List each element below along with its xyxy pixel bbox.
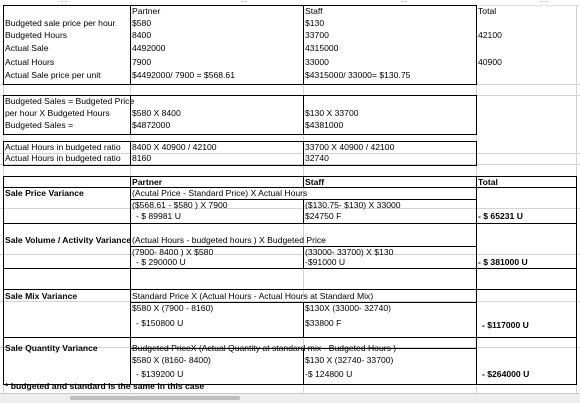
variance-name: Sale Quantity Variance [5, 343, 98, 353]
cell-staff: $130 X (32740- 33700) [305, 355, 394, 365]
cell-partner: $4492000/ 7900 = $568.61 [132, 70, 235, 80]
variance-total: - $ 381000 U [478, 257, 528, 267]
variance-name: Sale Volume / Activity Variance [5, 235, 132, 245]
cell-staff: $130 [305, 18, 325, 28]
header-staff: Staff [305, 177, 325, 187]
cell-partner: $580 X (7900 - 8160) [132, 303, 214, 313]
row-label: Actual Hours in budgeted ratio [5, 142, 121, 152]
header-total: Total [478, 6, 497, 16]
cell-staff: $33800 F [305, 318, 342, 328]
header-partner: Partner [132, 177, 163, 187]
formula-text: per hour X Budgeted Hours [5, 108, 110, 118]
cell-total: 40900 [478, 57, 502, 67]
cell-staff: 33700 [305, 30, 329, 40]
variance-name: Sale Mix Variance [5, 291, 78, 301]
cell-partner: - $139200 U [136, 369, 184, 379]
scrollbar-thumb[interactable] [70, 396, 240, 400]
variance-formula: Budgeted PriceX (Actual Quantity at standard mix - Budgeted Hours ) [132, 343, 397, 353]
cropped-text [540, 0, 548, 4]
row-label: Actual Hours [5, 57, 55, 67]
variance-total: - $264000 U [482, 369, 530, 379]
row-label: Budgeted Hours [5, 30, 68, 40]
cell-partner: - $ 290000 U [136, 257, 186, 267]
cell-partner: (7900- 8400 ) X $580 [132, 247, 214, 257]
variance-formula: (Acutal Price - Standard Price) X Actual Hours [132, 188, 308, 198]
cell-staff: $130 X 33700 [305, 108, 359, 118]
variance-formula: (Actual Hours - budgeted hours ) X Budgeted Price [132, 235, 326, 245]
cell-total: 42100 [478, 30, 502, 40]
cell-staff: $130X (33000- 32740) [305, 303, 392, 313]
cell-partner: $580 [132, 18, 152, 28]
cell-partner: - $150800 U [136, 318, 184, 328]
cell-staff: ($130.75- $130) X 33000 [305, 200, 401, 210]
cell-staff: $4381000 [305, 120, 344, 130]
cell-staff: 33000 [305, 57, 329, 67]
variance-name: Sale Price Variance [5, 188, 84, 198]
row-label: Actual Hours in budgeted ratio [5, 153, 121, 163]
header-total: Total [478, 177, 498, 187]
cell-partner: ($568.61 - $580 ) X 7900 [132, 200, 228, 210]
header-staff: Staff [305, 6, 323, 16]
cell-staff: $24750 F [305, 211, 342, 221]
cell-staff: -$91000 U [305, 257, 346, 267]
row-label: Budgeted Sales = [5, 120, 74, 130]
cropped-text [60, 0, 68, 4]
row-label: Budgeted sale price per hour [5, 18, 116, 28]
cell-staff: 32740 [305, 153, 329, 163]
cropped-text [400, 0, 408, 4]
variance-total: - $ 65231 U [478, 211, 523, 221]
cell-partner: $580 X (8160- 8400) [132, 355, 211, 365]
cell-staff: -$ 124800 U [305, 369, 353, 379]
formula-text: Budgeted Sales = Budgeted Price [5, 96, 135, 106]
row-label: Actual Sale [5, 43, 49, 53]
cell-partner: 8400 [132, 30, 152, 40]
cell-partner: $580 X 8400 [132, 108, 181, 118]
cell-partner: 8160 [132, 153, 152, 163]
horizontal-scrollbar[interactable] [0, 393, 580, 403]
variance-total: - $117000 U [482, 320, 529, 330]
cell-staff: (33000- 33700) X $130 [305, 247, 394, 257]
cropped-text [240, 0, 248, 4]
variance-formula: Standard Price X (Actual Hours - Actual Hours at Standard Mix) [132, 291, 374, 301]
cell-partner: $4872000 [132, 120, 171, 130]
cell-partner: 8400 X 40900 / 42100 [132, 142, 217, 152]
cell-staff: 33700 X 40900 / 42100 [305, 142, 395, 152]
cell-staff: $4315000/ 33000= $130.75 [305, 70, 411, 80]
cell-partner: - $ 89981 U [136, 211, 181, 221]
cell-partner: 4492000 [132, 43, 166, 53]
footnote: * budgeted and standard is the same in this case [5, 381, 205, 391]
header-partner: Partner [132, 6, 161, 16]
row-label: Actual Sale price per unit [5, 70, 101, 80]
cell-partner: 7900 [132, 57, 152, 67]
cell-staff: 4315000 [305, 43, 339, 53]
